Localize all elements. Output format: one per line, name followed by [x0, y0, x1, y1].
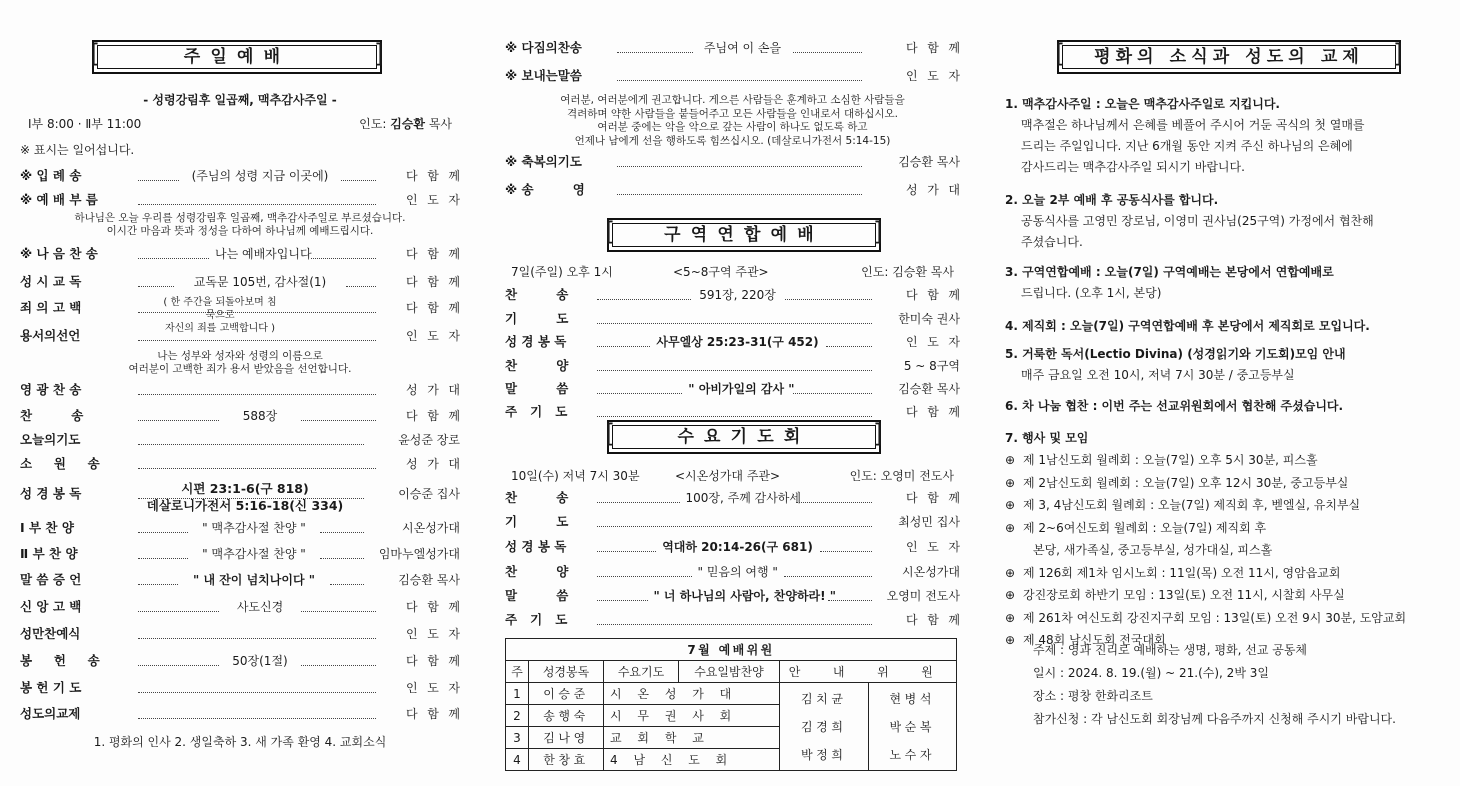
guide-name: 노수자 [889, 747, 936, 762]
item-presenter: 인도자 [406, 193, 470, 207]
duty-row [506, 683, 957, 705]
event-item [1005, 540, 1445, 561]
event-item [1005, 585, 1445, 606]
bullet-icon: ⊕ [1005, 453, 1016, 467]
item-label: 성 경 봉 독 [505, 334, 567, 349]
dot-leader [617, 79, 862, 81]
zone-host: <5~8구역 주관> [673, 265, 769, 279]
item-label: 성만찬예식 [20, 626, 81, 641]
item-presenter: 이승준 집사 [398, 487, 460, 501]
dot-leader [138, 393, 376, 395]
worship-banner-title: 주일예배 [183, 47, 291, 67]
event-item [1005, 473, 1445, 494]
dot-leader [138, 637, 376, 639]
news-body-line: 드리는 주일입니다. 지난 6개월 동안 지켜 주신 하나님의 은혜에 [1021, 139, 1353, 153]
service-times: Ⅰ부 8:00 · Ⅱ부 11:00 [28, 117, 142, 131]
zone-leader: 인도: 김승환 목사 [861, 265, 954, 279]
item-presenter: 윤성준 장로 [398, 433, 460, 447]
item-label: ※ 보내는말씀 [505, 68, 582, 83]
dot-leader [597, 392, 682, 394]
item-presenter: 인도자 [406, 329, 470, 343]
item-content: " 맥추감사절 찬양 " [202, 521, 306, 535]
item-presenter: 오영미 전도사 [886, 589, 960, 603]
item-label: ※ 다짐의찬송 [505, 40, 582, 55]
item-presenter: 성가대 [906, 183, 970, 197]
order-item [20, 678, 470, 698]
guides-column-b [868, 683, 957, 771]
dot-leader [138, 691, 376, 693]
item-presenter: 인도자 [906, 540, 970, 554]
order-item [505, 586, 960, 606]
duty-header: 성경봉독 [529, 661, 604, 683]
item-content: " 맥추감사절 찬양 " [202, 547, 306, 561]
dot-leader [301, 664, 376, 666]
item-presenter: 다함께 [406, 247, 470, 261]
item-presenter: 시온성가대 [402, 521, 460, 535]
dot-leader [597, 501, 680, 503]
dot-leader [138, 257, 209, 259]
item-content: " 내 잔이 넘치나이다 " [193, 573, 315, 587]
order-item [505, 562, 960, 582]
news-item [1005, 396, 1445, 417]
news-body-line: 공동식사를 고영민 장로님, 이영미 권사님(25구역) 가정에서 협찬해 [1021, 214, 1374, 228]
order-item [505, 356, 960, 376]
item-label: 말 씀 증 언 [20, 572, 82, 587]
order-item [505, 512, 960, 532]
order-item [505, 309, 960, 329]
order-item [20, 430, 460, 450]
dot-leader [301, 610, 376, 612]
order-item [20, 190, 470, 210]
item-presenter: 김승환 목사 [898, 155, 960, 169]
order-item [20, 272, 470, 292]
event-text: 제 3, 4남신도회 월례회 : 오늘(7일) 제직회 후, 벧엘실, 유치부실 [1023, 498, 1361, 512]
item-content: 사무엘상 25:23-31(구 452) [656, 335, 819, 349]
item-label: 찬 송 [505, 287, 569, 302]
worship-banner [92, 40, 382, 74]
item-presenter: 다함께 [406, 707, 470, 721]
news-banner-title: 평화의 소식과 성도의 교제 [1094, 47, 1364, 67]
item-presenter: 다함께 [406, 654, 470, 668]
item-label: 봉 헌 송 [20, 653, 100, 668]
duty-header: 안 내 위 원 [780, 661, 957, 683]
order-item [505, 152, 960, 172]
news-column [1005, 0, 1445, 786]
news-item [1005, 344, 1445, 386]
order-item [20, 651, 470, 671]
dot-leader [138, 664, 219, 666]
dot-leader [138, 610, 219, 612]
dot-leader [138, 531, 188, 533]
item-label: 성 경 봉 독 [505, 539, 567, 554]
guide-name: 김치균 [800, 691, 847, 706]
bracket-left-icon: [ [90, 39, 101, 69]
dot-leader [597, 599, 648, 601]
duty-reader: 송행숙 [529, 705, 604, 727]
news-item [1005, 316, 1445, 337]
duty-table [505, 638, 957, 771]
item-presenter: 인도자 [906, 335, 970, 349]
order-item [20, 570, 460, 590]
wednesday-host: <시온성가대 주관> [675, 469, 781, 483]
news-item [1005, 428, 1445, 449]
item-label: 찬 송 [505, 490, 569, 505]
duty-header: 주 [506, 661, 529, 683]
dot-leader [784, 575, 873, 577]
news-body-line: 주셨습니다. [1021, 235, 1083, 249]
scripture-reading: 시편 23:1-6(구 818) 데살로니가전서 5:16-18(신 334) [146, 481, 344, 513]
item-label: 신 앙 고 백 [20, 599, 82, 614]
item-label: 성 경 봉 독 [20, 486, 82, 501]
dot-leader [138, 467, 376, 469]
dot-leader [617, 165, 862, 167]
dot-leader [796, 501, 873, 503]
service-times-row [20, 114, 460, 134]
order-item [505, 285, 970, 305]
event-item [1005, 495, 1445, 516]
order-item [20, 166, 470, 186]
dot-leader [597, 623, 872, 625]
news-heading: 6. 차 나눔 협찬 : 이번 주는 선교위원회에서 협찬해 주셨습니다. [1005, 399, 1344, 413]
item-presenter: 다함께 [406, 169, 470, 183]
zone-banner-title: 구역연합예배 [664, 225, 824, 245]
zone-time: 7일(주일) 오후 1시 [511, 265, 613, 279]
dot-leader [820, 550, 873, 552]
duty-wednesday: 시 무 권 사 회 [604, 705, 780, 727]
item-presenter: 다함께 [406, 600, 470, 614]
worship-order-column [20, 0, 470, 786]
news-heading: 2. 오늘 2부 예배 후 공동식사를 합니다. [1005, 193, 1219, 207]
wednesday-banner-title: 수요기도회 [677, 427, 811, 447]
order-item [505, 379, 960, 399]
order-item [20, 454, 470, 474]
dot-leader [301, 419, 376, 421]
item-label: 죄 의 고 백 [20, 300, 82, 315]
dot-leader [311, 257, 376, 259]
event-item [1005, 450, 1445, 471]
item-presenter: 김승환 목사 [898, 382, 960, 396]
order-item [505, 180, 970, 200]
item-label: 말 씀 [505, 588, 569, 603]
item-label: Ⅰ 부 찬 양 [20, 520, 74, 535]
item-presenter: 인도자 [906, 69, 970, 83]
item-label: 찬 양 [505, 564, 569, 579]
news-body-line: 드립니다. (오후 1시, 본당) [1021, 286, 1162, 300]
item-label: ※ 예 배 부 름 [20, 192, 98, 207]
dot-leader [341, 179, 376, 181]
item-label: 성도의교제 [20, 706, 81, 721]
order-item [505, 488, 970, 508]
item-presenter: 다함께 [906, 288, 970, 302]
item-content: " 너 하나님의 사람아, 찬양하라! " [653, 589, 837, 603]
dot-leader [826, 345, 873, 347]
dot-leader [138, 443, 364, 445]
order-item [20, 518, 460, 538]
bullet-icon: ⊕ [1005, 565, 1016, 580]
order-item [20, 380, 470, 400]
convention-line: 장소 : 평창 한화리조트 [1033, 689, 1153, 703]
order-item [505, 332, 970, 352]
dot-leader [330, 583, 364, 585]
bracket-right-icon: ] [872, 419, 883, 449]
duty-wednesday: 시 온 성 가 대 [604, 683, 780, 705]
news-body-line: 매주 금요일 오전 10시, 저녁 7시 30분 / 중고등부실 [1021, 368, 1295, 382]
confess-note: ( 한 주간을 되돌아보며 침묵으로 자신의 죄를 고백합니다 ) [163, 297, 277, 334]
news-heading: 3. 구역연합예배 : 오늘(7일) 구역예배는 본당에서 연합예배로 [1005, 265, 1334, 279]
duty-week: 2 [506, 705, 529, 727]
order-item [505, 610, 970, 630]
order-item [505, 66, 970, 86]
zone-header [505, 262, 960, 282]
pardon-note: 나는 성부와 성자와 성령의 이름으로 여러분이 고백한 죄가 용서 받았음을 선언합니다. [128, 350, 352, 375]
dot-leader [138, 717, 376, 719]
bullet-icon: ⊕ [1005, 610, 1016, 625]
dot-leader [597, 415, 872, 417]
news-body-line: 맥추절은 하나님께서 은혜를 베풀어 주시어 거둔 곡식의 첫 열매를 [1021, 118, 1365, 132]
item-presenter: 다함께 [906, 491, 970, 505]
bracket-left-icon: [ [605, 217, 616, 247]
dot-leader [597, 345, 650, 347]
dot-leader [828, 599, 873, 601]
item-label: 말 씀 [505, 381, 569, 396]
dot-leader [138, 557, 188, 559]
duty-week: 3 [506, 727, 529, 749]
dot-leader [138, 419, 219, 421]
wednesday-time: 10일(수) 저녁 7시 30분 [511, 469, 640, 483]
event-text: 제 1남신도회 월례회 : 오늘(7일) 오후 5시 30분, 피스홀 [1023, 453, 1318, 467]
item-presenter: 김승환 목사 [398, 573, 460, 587]
item-label: 용서의선언 [20, 328, 81, 343]
order-item [20, 244, 470, 264]
duty-wednesday: 교 회 학 교 [604, 727, 780, 749]
bullet-icon: ⊕ [1005, 475, 1016, 490]
duty-rows [506, 683, 957, 771]
guide-name: 박순복 [889, 719, 936, 734]
item-label: 주 기 도 [505, 612, 568, 627]
item-presenter: 다함께 [906, 41, 970, 55]
item-content: 교독문 105번, 감사절(1) [193, 275, 327, 289]
bullet-icon: ⊕ [1005, 588, 1016, 602]
call-note: 하나님은 오늘 우리를 성령강림후 일곱째, 맥추감사주일로 부르셨습니다. 이시간 마음과 뜻과 정성을 다하여 하나님께 예배드립시다. [74, 212, 406, 237]
bracket-right-icon: ] [872, 217, 883, 247]
item-content: 100장, 주께 감사하세 [685, 491, 801, 505]
duty-week: 4 [506, 749, 529, 771]
news-item [1005, 190, 1445, 253]
bullet-icon: ⊕ [1005, 520, 1016, 535]
bracket-right-icon: ] [373, 39, 384, 69]
bracket-left-icon: [ [605, 419, 616, 449]
news-heading: 7. 행사 및 모임 [1005, 431, 1089, 445]
event-text: 제 261차 여신도회 강진지구회 모임 : 13일(토) 오전 9시 30분, 도암교회 [1023, 610, 1407, 625]
order-item [20, 597, 470, 617]
guide-name: 현병석 [889, 691, 936, 706]
item-label: 봉 헌 기 도 [20, 680, 82, 695]
item-label: 소 원 송 [20, 456, 100, 471]
item-label: ※ 입 례 송 [20, 168, 82, 183]
worship-subtitle: - 성령강림후 일곱째, 맥추감사주일 - [143, 93, 337, 107]
service-leader: 인도: 김승환 목사 [359, 117, 452, 131]
dot-leader [597, 550, 656, 552]
dot-leader [138, 203, 376, 205]
dot-leader [320, 557, 364, 559]
order-item [505, 38, 970, 58]
item-content: 주님여 이 손을 [703, 41, 782, 55]
item-presenter: 다함께 [906, 405, 970, 419]
item-content: " 믿음의 여행 " [697, 565, 778, 579]
wednesday-header [505, 466, 960, 486]
dot-leader [597, 369, 872, 371]
dot-leader [597, 575, 692, 577]
guide-name: 박정희 [800, 747, 847, 762]
event-item [1005, 608, 1445, 629]
dot-leader [793, 392, 872, 394]
item-presenter: 다함께 [406, 275, 470, 289]
duty-title: 7월 예배위원 [506, 639, 957, 661]
item-presenter: 최성민 집사 [898, 515, 960, 529]
item-label: 주 기 도 [505, 404, 568, 419]
item-label: 오늘의기도 [20, 432, 81, 447]
news-heading: 4. 제직회 : 오늘(7일) 구역연합예배 후 본당에서 제직회로 모입니다. [1005, 319, 1370, 333]
dot-leader [617, 51, 693, 53]
bullet-icon: ⊕ [1005, 498, 1016, 512]
dot-leader [617, 193, 862, 195]
item-content: 나는 예배자입니다 [215, 247, 312, 261]
item-presenter: 임마누엘성가대 [378, 547, 460, 561]
dot-leader [793, 51, 863, 53]
wednesday-banner [607, 420, 881, 454]
item-label: ※ 송 영 [505, 182, 585, 197]
duty-reader: 이승준 [529, 683, 604, 705]
item-presenter: 인도자 [406, 627, 470, 641]
event-item [1005, 563, 1445, 584]
dot-leader [346, 285, 376, 287]
sending-word-text: 여러분, 여러분에게 권고합니다. 게으른 사람들은 훈계하고 소심한 사람들을 격려하며 약한 사람들을 붙들어주고 모든 사람들을 인내로서 대하십시오. 여러분 중에는 악을 악으로 갚는 사람이 하나도 없도록 하고 언제나 남에게 선을 행하도록 힘쓰십시오. (데살로니가전서 5:14-15) [560, 94, 905, 147]
item-content: 591장, 220장 [699, 288, 776, 302]
event-text: 제 2남신도회 월례회 : 오늘(7일) 오후 12시 30분, 중고등부실 [1023, 475, 1349, 490]
item-label: Ⅱ 부 찬 양 [20, 546, 78, 561]
item-content: 역대하 20:14-26(구 681) [662, 540, 813, 554]
item-content: " 아비가일의 감사 " [688, 382, 795, 396]
guides-column-a [780, 683, 869, 771]
dot-leader [597, 322, 872, 324]
order-item [20, 704, 470, 724]
duty-week: 1 [506, 683, 529, 705]
item-presenter: 성가대 [406, 383, 470, 397]
item-label: 기 도 [505, 311, 569, 326]
bracket-left-icon: [ [1055, 39, 1066, 69]
news-heading: 1. 맥추감사주일 : 오늘은 맥추감사주일로 지킵니다. [1005, 97, 1280, 111]
dot-leader [597, 298, 691, 300]
event-text: 제 2~6여신도회 월례회 : 오늘(7일) 제직회 후 [1023, 520, 1267, 535]
order-item [20, 624, 470, 644]
item-content: 사도신경 [236, 600, 284, 614]
item-presenter: 한미숙 권사 [898, 312, 960, 326]
item-presenter: 시온성가대 [902, 565, 960, 579]
bracket-right-icon: ] [1392, 39, 1403, 69]
item-label: ※ 나 음 찬 송 [20, 246, 98, 261]
news-body-line: 감사드리는 맥추감사주일 되시기 바랍니다. [1021, 160, 1245, 174]
item-label: ※ 축복의기도 [505, 154, 582, 169]
event-text: 강진장로회 하반기 모임 : 13일(토) 오전 11시, 시찰회 사무실 [1023, 588, 1345, 602]
middle-column [505, 0, 970, 786]
duty-header: 수요기도 [604, 661, 679, 683]
zone-banner [607, 218, 881, 252]
dot-leader [138, 179, 179, 181]
news-heading: 5. 거룩한 독서(Lectio Divina) (성경읽기와 기도회)모임 안내 [1005, 347, 1346, 361]
item-presenter: 인도자 [406, 681, 470, 695]
item-presenter: 다함께 [406, 301, 470, 315]
item-label: 영 광 찬 송 [20, 382, 82, 397]
item-label: 성 시 교 독 [20, 274, 82, 289]
duty-reader: 김나영 [529, 727, 604, 749]
convention-line: 참가신청 : 각 남신도회 회장님께 다음주까지 신청해 주시기 바랍니다. [1033, 712, 1396, 726]
item-presenter: 다함께 [406, 409, 470, 423]
event-item [1005, 518, 1445, 539]
dot-leader [138, 339, 376, 341]
dot-leader [138, 583, 178, 585]
bullet-icon: ⊕ [1005, 633, 1016, 647]
event-text: 제 126회 제1차 임시노회 : 11일(목) 오전 11시, 영암읍교회 [1023, 565, 1341, 580]
duty-reader: 한창효 [529, 749, 604, 771]
news-banner [1057, 40, 1401, 74]
wednesday-leader: 인도: 오영미 전도사 [849, 469, 954, 483]
item-label: 기 도 [505, 514, 569, 529]
item-content: (주님의 성령 지금 이곳에) [191, 169, 329, 183]
item-label: 찬 송 [20, 408, 84, 423]
event-text: 제 48회 남신도회 전국대회 [1023, 633, 1166, 647]
convention-line: 주제 : 영과 진리로 예배하는 생명, 평화, 선교 공동체 [1033, 643, 1308, 657]
event-text: 본당, 새가족실, 중고등부실, 성가대실, 피스홀 [1033, 543, 1273, 557]
news-item [1005, 94, 1445, 178]
duty-wednesday: 4 남 신 도 회 [604, 749, 780, 771]
item-label: 찬 양 [505, 358, 569, 373]
convention-line: 일시 : 2024. 8. 19.(월) ~ 21.(수), 2박 3일 [1033, 666, 1269, 680]
item-presenter: 성가대 [406, 457, 470, 471]
item-content: 588장 [242, 409, 278, 423]
item-content: 50장(1절) [232, 654, 288, 668]
news-item [1005, 262, 1445, 304]
duty-title-row [506, 639, 957, 661]
dot-leader [597, 525, 872, 527]
guide-name: 김경희 [800, 719, 847, 734]
duty-header: 수요일밤찬양 [679, 661, 780, 683]
order-item [505, 537, 970, 557]
stand-note: ※ 표시는 일어섭니다. [20, 143, 135, 157]
order-item [20, 544, 460, 564]
dot-leader [785, 298, 873, 300]
item-presenter: 5 ~ 8구역 [903, 359, 960, 373]
order-item [20, 406, 470, 426]
dot-leader [320, 531, 364, 533]
item-presenter: 다함께 [906, 613, 970, 627]
duty-header-row [506, 661, 957, 683]
order-item [505, 402, 970, 422]
dot-leader [138, 285, 174, 287]
fellowship-note: 1. 평화의 인사 2. 생일축하 3. 새 가족 환영 4. 교회소식 [93, 735, 387, 749]
